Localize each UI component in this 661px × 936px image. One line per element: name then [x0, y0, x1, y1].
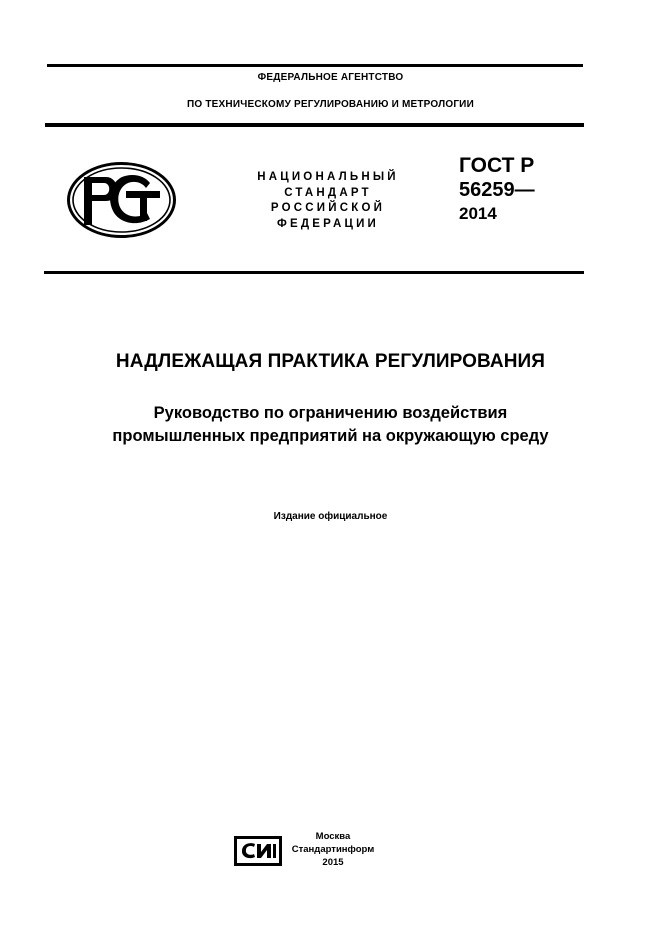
publisher-name: Стандартинформ [291, 844, 375, 855]
header-bottom-rule [44, 271, 584, 274]
publisher-info [283, 830, 383, 869]
gost-number: 56259— [459, 179, 535, 201]
standard-type-line-1: НАЦИОНАЛЬНЫЙ [257, 171, 399, 183]
document-title: НАДЛЕЖАЩАЯ ПРАКТИКА РЕГУЛИРОВАНИЯ [115, 351, 546, 372]
header-divider-rule [45, 123, 584, 127]
gost-designation [459, 154, 535, 226]
gost-title: ГОСТ Р [459, 154, 535, 177]
agency-name-line-2: ПО ТЕХНИЧЕСКОМУ РЕГУЛИРОВАНИЮ И МЕТРОЛОГИИ [187, 99, 474, 110]
document-subtitle-line-1: Руководство по ограничению воздействия [153, 404, 508, 422]
standard-type-block [240, 170, 416, 232]
edition-label: Издание официальное [273, 511, 388, 522]
agency-name-line-1: ФЕДЕРАЛЬНОЕ АГЕНТСТВО [257, 72, 404, 83]
standard-type-line-3: РОССИЙСКОЙ [270, 202, 386, 214]
standartinform-logo-icon [233, 835, 283, 867]
top-rule [47, 64, 583, 67]
document-subtitle [0, 402, 661, 448]
publisher-city: Москва [315, 831, 351, 842]
standard-type-line-4: ФЕДЕРАЦИИ [276, 217, 380, 230]
gost-year: 2014 [459, 204, 497, 223]
rst-emblem-icon [66, 161, 177, 239]
standard-type-line-2: СТАНДАРТ [284, 186, 372, 199]
publisher-year: 2015 [322, 857, 344, 868]
document-subtitle-line-2: промышленных предприятий на окружающую среду [112, 427, 549, 445]
